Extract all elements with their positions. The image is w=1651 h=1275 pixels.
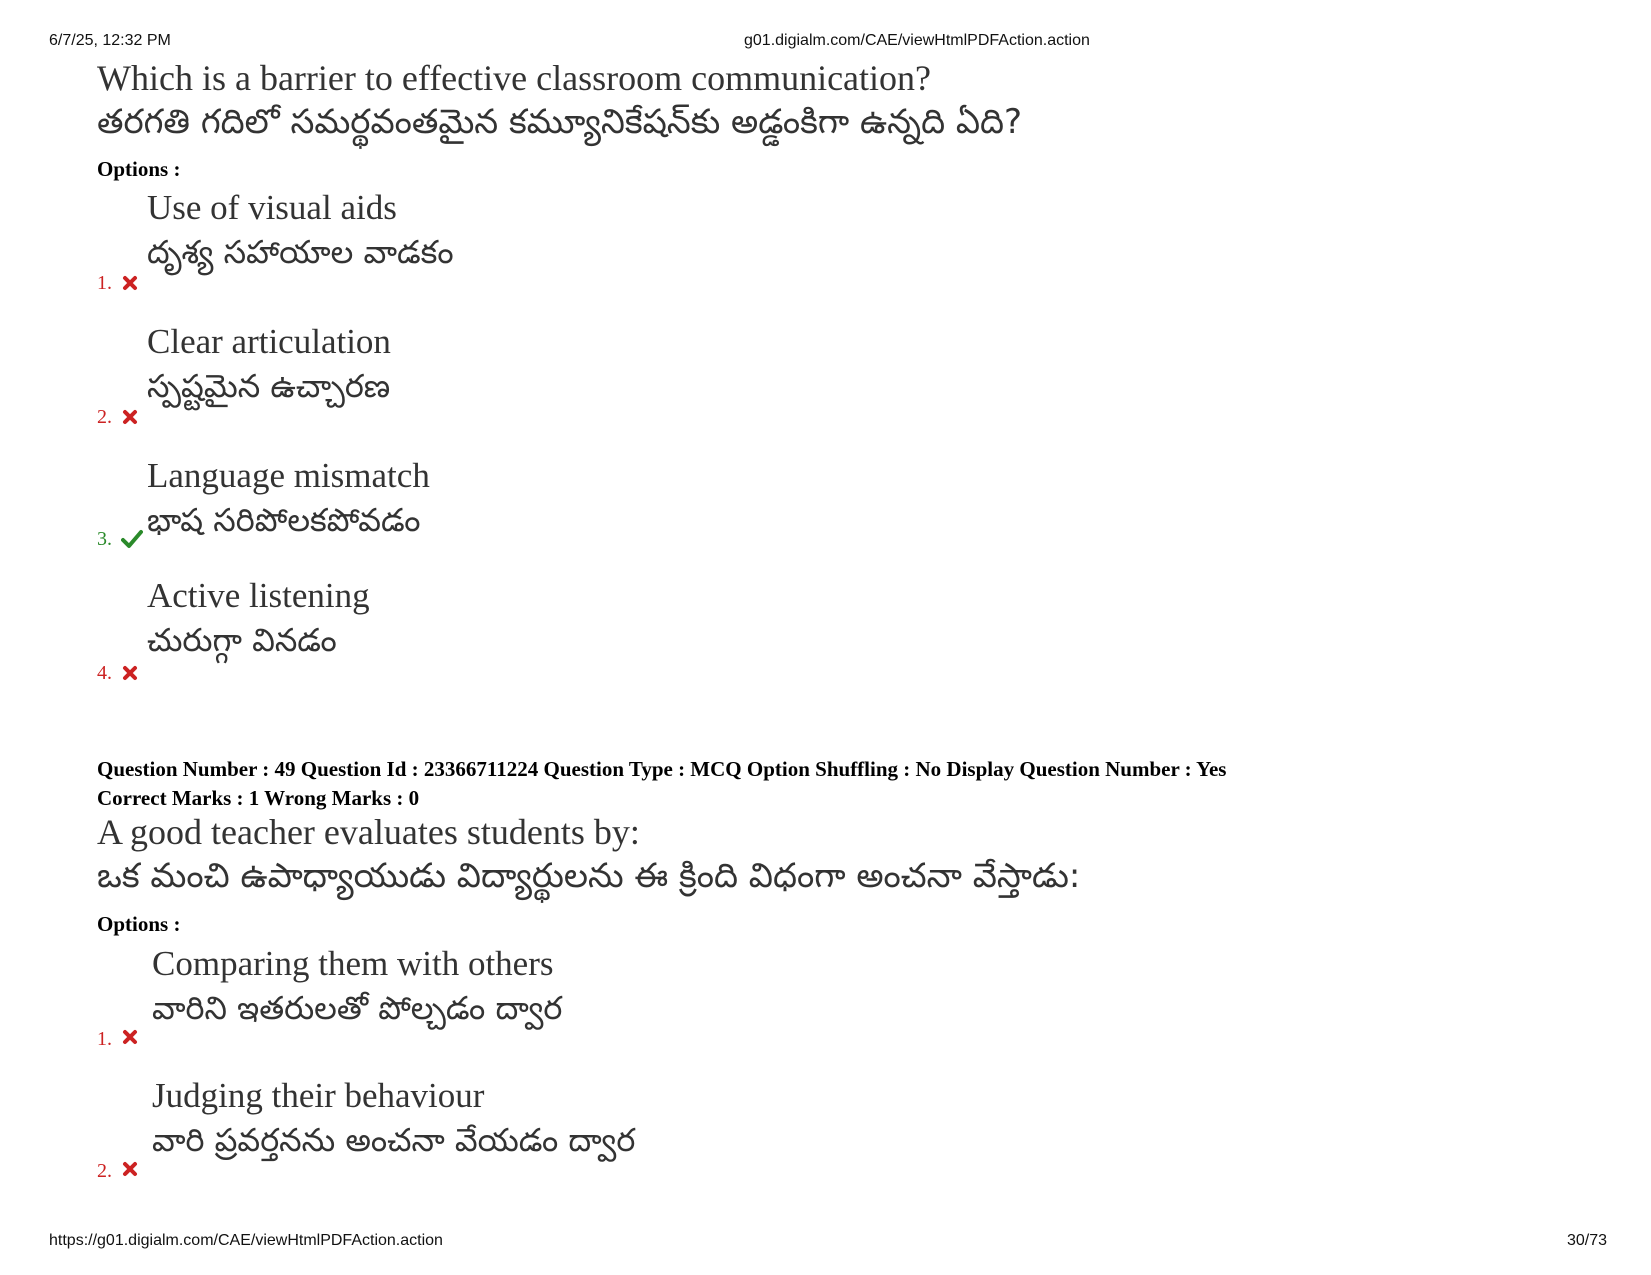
option-text-en: Language mismatch <box>147 456 430 495</box>
option-number: 1. <box>97 272 112 294</box>
print-footer <box>0 1232 1651 1254</box>
option-text-te: దృశ్య సహాయాల వాడకం <box>147 233 454 271</box>
q48-option-1 <box>97 186 997 294</box>
cross-icon <box>121 1028 139 1046</box>
option-text-en: Judging their behaviour <box>152 1076 485 1115</box>
question-48-text <box>97 56 1022 144</box>
question-49-text-en: A good teacher evaluates students by: <box>97 812 640 852</box>
cross-icon <box>121 1160 139 1178</box>
question-49-marks: Correct Marks : 1 Wrong Marks : 0 <box>97 786 420 810</box>
print-header-url: g01.digialm.com/CAE/viewHtmlPDFAction.action <box>744 32 1090 49</box>
options-label: Options : <box>97 912 181 936</box>
question-48-text-te: తరగతి గదిలో సమర్థవంతమైన కమ్యూనికేషన్‌కు అడ్డంకిగా ఉన్నది ఏది? <box>97 102 1023 142</box>
option-text-te: చురుగ్గా వినడం <box>147 621 337 659</box>
print-datetime: 6/7/25, 12:32 PM <box>49 32 171 49</box>
option-number: 4. <box>97 662 112 684</box>
option-text-en: Clear articulation <box>147 322 391 361</box>
option-text <box>147 186 454 274</box>
check-icon <box>121 529 143 549</box>
q48-option-3 <box>97 454 997 554</box>
q48-option-2 <box>97 320 997 428</box>
option-number: 2. <box>97 1160 112 1182</box>
question-49-meta: Question Number : 49 Question Id : 23366711224 Question Type : MCQ Option Shuffling : No Display Question Number : Yes <box>97 757 1227 781</box>
cross-icon <box>121 274 139 292</box>
option-text <box>147 574 370 662</box>
cross-icon <box>121 664 139 682</box>
option-text <box>147 320 391 408</box>
question-49-text <box>97 810 1080 898</box>
q48-option-4 <box>97 574 997 684</box>
options-label: Options : <box>97 157 181 181</box>
option-number: 2. <box>97 406 112 428</box>
option-text-en: Use of visual aids <box>147 188 397 227</box>
cross-icon <box>121 408 139 426</box>
q49-option-1 <box>97 942 997 1050</box>
option-text-te: స్పష్టమైన ఉచ్చారణ <box>147 367 391 405</box>
option-text-te: వారిని ఇతరులతో పోల్చడం ద్వార <box>152 989 563 1027</box>
question-49-text-te: ఒక మంచి ఉపాధ్యాయుడు విద్యార్థులను ఈ క్రింది విధంగా అంచనా వేస్తాడు: <box>97 856 1081 896</box>
option-text-en: Active listening <box>147 576 370 615</box>
option-text <box>152 1074 635 1162</box>
option-text <box>147 454 430 542</box>
q49-option-2 <box>97 1074 997 1182</box>
option-text-en: Comparing them with others <box>152 944 554 983</box>
question-48-text-en: Which is a barrier to effective classroom communication? <box>97 58 932 98</box>
option-text <box>152 942 562 1030</box>
option-number: 1. <box>97 1028 112 1050</box>
option-text-te: వారి ప్రవర్తనను అంచనా వేయడం ద్వార <box>152 1121 636 1159</box>
print-footer-url: https://g01.digialm.com/CAE/viewHtmlPDFAction.action <box>49 1232 443 1249</box>
page-number: 30/73 <box>1566 1232 1607 1249</box>
option-number: 3. <box>97 528 112 550</box>
option-text-te: భాష సరిపోలకపోవడం <box>147 501 421 539</box>
